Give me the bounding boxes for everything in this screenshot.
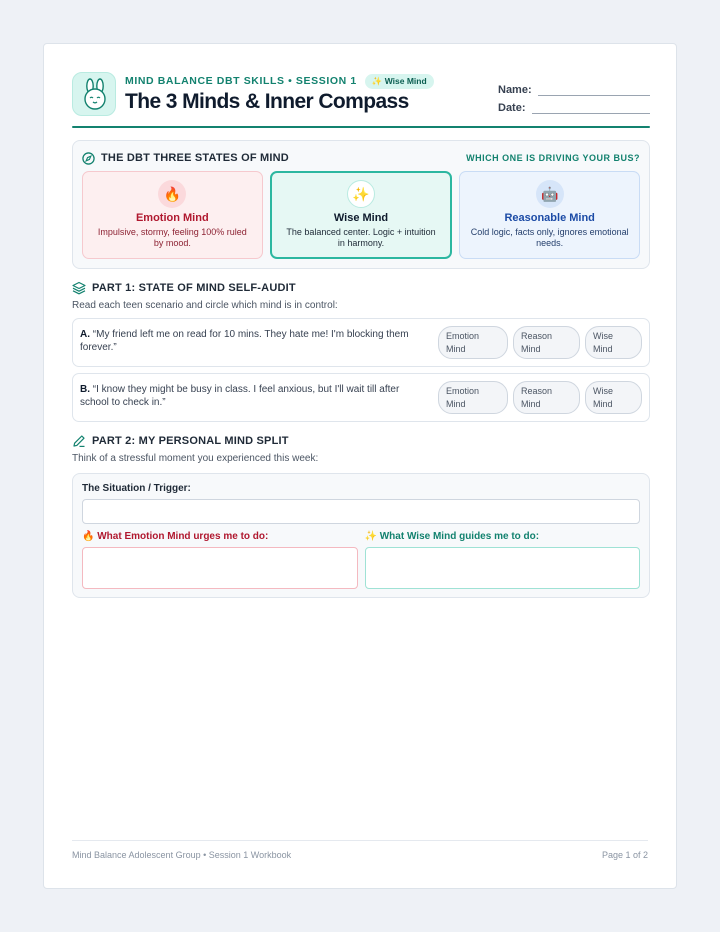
wise-mind-card [270, 171, 453, 259]
scenario-a-option-emotion[interactable]: Emotion Mind [438, 326, 508, 359]
fire-icon: 🔥 [158, 180, 186, 208]
student-fields [498, 78, 650, 114]
pencil-icon [72, 434, 86, 448]
part2-heading [72, 434, 650, 448]
scenario-b-option-emotion[interactable]: Emotion Mind [438, 381, 508, 414]
scenario-a [72, 318, 650, 367]
emotion-mind-desc: Impulsive, stormy, feeling 100% ruled by mood. [97, 227, 247, 248]
scenario-b-quote: “I know they might be busy in class. I feel anxious, but I'll wait till after school to check in.” [80, 384, 400, 408]
reasonable-mind-desc: Cold logic, facts only, ignores emotional needs. [470, 227, 629, 248]
page-content [72, 72, 650, 598]
scenario-a-option-reason[interactable]: Reason Mind [513, 326, 580, 359]
emotion-urge-label: 🔥 What Emotion Mind urges me to do: [82, 531, 269, 542]
emotion-urge-column [82, 531, 358, 589]
wise-mind-desc: The balanced center. Logic + intuition in harmony. [286, 227, 436, 248]
date-line[interactable] [532, 102, 650, 114]
scenario-b-options [438, 381, 642, 414]
emotion-mind-card [82, 171, 263, 259]
scenario-a-option-wise[interactable]: Wise Mind [585, 326, 642, 359]
date-label: Date: [498, 102, 526, 114]
scenario-b-letter: B. [80, 384, 90, 395]
three-states-title: THE DBT THREE STATES OF MIND [101, 152, 289, 164]
three-states-header [82, 151, 640, 165]
wise-guide-input[interactable] [365, 547, 641, 589]
layers-icon [72, 281, 86, 295]
reasonable-mind-name: Reasonable Mind [504, 212, 595, 224]
page-footer [72, 840, 648, 860]
mind-cards [82, 171, 640, 259]
scenario-b-text [80, 383, 430, 409]
wise-guide-column [365, 531, 641, 589]
three-states-section [72, 140, 650, 269]
robot-icon: 🤖 [536, 180, 564, 208]
emotion-urge-input[interactable] [82, 547, 358, 589]
worksheet-page [43, 43, 677, 889]
emotion-mind-name: Emotion Mind [135, 212, 209, 224]
part1-title: PART 1: STATE OF MIND SELF-AUDIT [92, 282, 296, 294]
name-line[interactable] [538, 84, 650, 96]
page-number: Page 1 of 2 [601, 850, 648, 860]
mind-split-section [72, 473, 650, 598]
name-field[interactable] [498, 78, 650, 96]
scenario-a-quote: “My friend left me on read for 10 mins. They hate me! I'm blocking them forever.” [80, 329, 409, 353]
reasonable-mind-card [459, 171, 640, 259]
header [72, 72, 650, 126]
situation-input[interactable] [82, 499, 640, 524]
scenario-a-text [80, 328, 430, 354]
wise-guide-label: ✨ What Wise Mind guides me to do: [364, 531, 540, 542]
part1-instructions: Read each teen scenario and circle which mind is in control: [72, 300, 338, 311]
wise-mind-name: Wise Mind [333, 212, 389, 224]
part1-heading [72, 281, 650, 295]
name-label: Name: [498, 84, 532, 96]
scenario-a-options [438, 326, 642, 359]
scenario-b-option-reason[interactable]: Reason Mind [513, 381, 580, 414]
wise-mind-badge: ✨ Wise Mind [365, 74, 434, 89]
scenario-b [72, 373, 650, 422]
date-field[interactable] [498, 96, 650, 114]
situation-label: The Situation / Trigger: [82, 483, 191, 494]
compass-icon [82, 152, 95, 165]
three-states-tag: WHICH ONE IS DRIVING YOUR BUS? [466, 153, 640, 163]
scenario-a-letter: A. [80, 329, 90, 340]
part2-title: PART 2: MY PERSONAL MIND SPLIT [92, 435, 289, 447]
footer-workbook: Mind Balance Adolescent Group • Session 1 Workbook [72, 850, 292, 860]
part2-instructions: Think of a stressful moment you experienced this week: [72, 453, 319, 464]
scenario-b-option-wise[interactable]: Wise Mind [585, 381, 642, 414]
session-label: MIND BALANCE DBT SKILLS • SESSION 1 [125, 75, 357, 87]
three-states-title-wrap [82, 152, 289, 165]
header-kicker [125, 73, 434, 89]
header-divider [72, 126, 650, 128]
mind-split-columns [82, 531, 640, 589]
page-title: The 3 Minds & Inner Compass [125, 90, 409, 113]
sparkles-icon: ✨ [347, 180, 375, 208]
bunny-logo-icon [72, 72, 116, 116]
